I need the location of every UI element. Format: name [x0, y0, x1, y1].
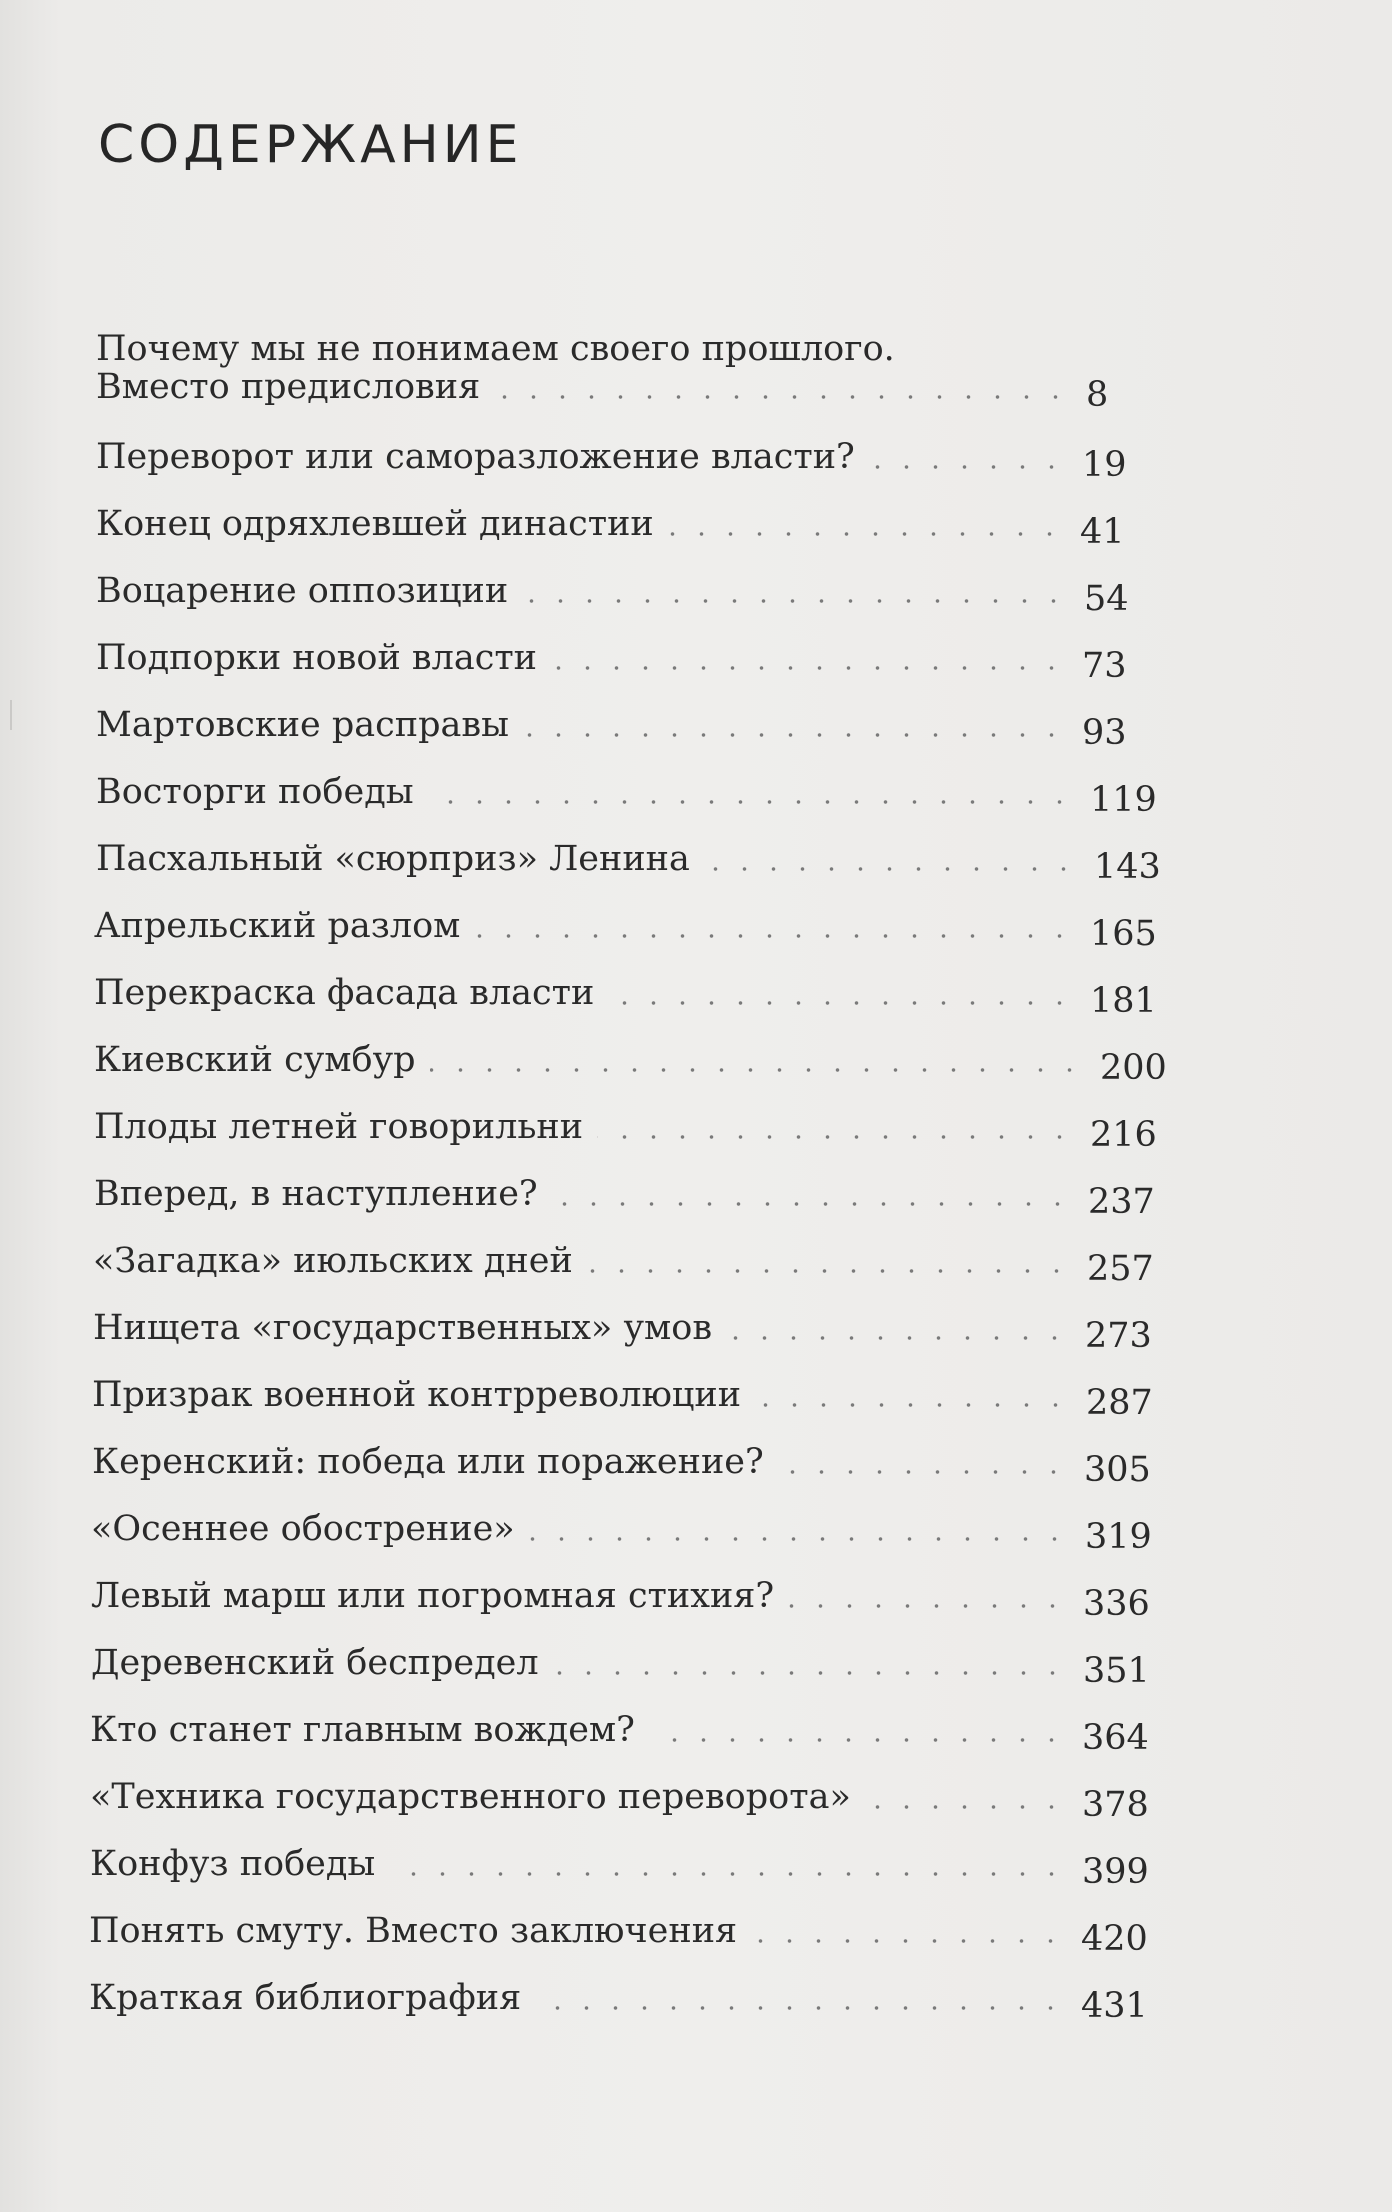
toc-entry-page-number: 93	[1082, 713, 1127, 753]
toc-entry-page-number: 41	[1080, 512, 1125, 552]
toc-entry	[86, 1370, 1196, 1423]
toc-entry-title: Конфуз победы	[90, 1844, 376, 1884]
toc-entry	[88, 1035, 1198, 1088]
toc-entry-page-number: 200	[1100, 1048, 1167, 1088]
toc-entry-title: Переворот или саморазложение власти?	[96, 437, 855, 477]
toc-entry	[86, 1437, 1196, 1490]
toc-entry-page-number: 336	[1083, 1584, 1150, 1624]
page-edge-mark	[10, 700, 12, 730]
dot-leader	[522, 598, 1068, 604]
dot-leader	[704, 866, 1078, 872]
toc-entry-title: Киевский сумбур	[94, 1040, 416, 1080]
toc-entry-page-number: 8	[1086, 375, 1109, 415]
dot-leader	[587, 1268, 1071, 1274]
toc-entry-title: Воцарение оппозиции	[96, 571, 509, 611]
toc-entry	[90, 767, 1200, 820]
toc-entry-title: Конец одряхлевшей династии	[96, 504, 654, 544]
toc-entry	[88, 901, 1198, 954]
dot-leader	[755, 1402, 1070, 1408]
toc-entry-page-number: 237	[1088, 1182, 1155, 1222]
toc-entry-page-number: 216	[1090, 1115, 1157, 1155]
toc-entry-title: Подпорки новой власти	[96, 638, 538, 678]
dot-leader	[608, 1000, 1074, 1006]
toc-entry	[88, 1169, 1198, 1222]
toc-entry-page-number: 287	[1086, 1383, 1153, 1423]
dot-leader	[553, 1670, 1067, 1676]
dot-leader	[668, 531, 1064, 537]
toc-entry-page-number: 165	[1090, 914, 1157, 954]
toc-entry-page-number: 431	[1081, 1986, 1148, 2026]
dot-leader	[428, 799, 1074, 805]
dot-leader	[778, 1469, 1068, 1475]
toc-entry	[90, 329, 1200, 415]
toc-entry	[83, 1973, 1193, 2026]
toc-entry-page-number: 364	[1082, 1718, 1149, 1758]
toc-entry	[84, 1705, 1194, 1758]
dot-leader	[523, 732, 1066, 738]
dot-leader	[389, 1871, 1066, 1877]
toc-entry-page-number: 420	[1081, 1919, 1148, 1959]
toc-entry-title: Перекраска фасада власти	[94, 973, 595, 1013]
toc-entry-title: Деревенский беспредел	[91, 1643, 539, 1683]
toc-entry	[84, 1772, 1194, 1825]
toc-entry-title: Левый марш или погромная стихия?	[91, 1576, 775, 1616]
toc-entry	[87, 1303, 1197, 1356]
dot-leader	[869, 464, 1066, 470]
dot-leader	[529, 1536, 1069, 1542]
page-title: СОДЕРЖАНИЕ	[98, 115, 523, 175]
toc-entry-title: «Техника государственного переворота»	[90, 1777, 851, 1817]
toc-entry-page-number: 54	[1084, 579, 1129, 619]
toc-entry-title: «Осеннее обострение»	[91, 1509, 515, 1549]
toc-entry	[87, 1236, 1197, 1289]
toc-entry	[90, 633, 1200, 686]
dot-leader	[494, 394, 1070, 400]
toc-entry-page-number: 319	[1085, 1517, 1152, 1557]
toc-entry-title: Вместо предисловия	[96, 367, 481, 407]
toc-entry-title: Восторги победы	[96, 772, 414, 812]
dot-leader	[430, 1067, 1084, 1073]
toc-entry	[84, 1839, 1194, 1892]
toc-entry-page-number: 181	[1090, 981, 1157, 1021]
toc-entry	[85, 1571, 1195, 1624]
toc-entry	[85, 1504, 1195, 1557]
dot-leader	[726, 1335, 1069, 1341]
toc-entry	[90, 834, 1200, 887]
toc-entry-page-number: 378	[1082, 1785, 1149, 1825]
toc-entry	[90, 432, 1200, 485]
toc-entry-title: Понять смуту. Вместо заключения	[89, 1911, 738, 1951]
toc-entry-title: Призрак военной контрреволюции	[92, 1375, 742, 1415]
dot-leader	[788, 1603, 1067, 1609]
toc-entry-title: Мартовские расправы	[96, 705, 509, 745]
toc-entry	[90, 700, 1200, 753]
toc-entry-title: «Загадка» июльских дней	[93, 1241, 573, 1281]
toc-entry-title: Краткая библиография	[89, 1978, 522, 2018]
toc-entry-title: Плоды летней говорильни	[94, 1107, 584, 1147]
dot-leader	[552, 1201, 1072, 1207]
toc-entry	[90, 499, 1200, 552]
toc-entry-title: Кто станет главным вождем?	[90, 1710, 635, 1750]
toc-entry-page-number: 257	[1087, 1249, 1154, 1289]
toc-entry-title: Керенский: победа или поражение?	[92, 1442, 764, 1482]
dot-leader	[551, 665, 1066, 671]
toc-entry-title-line1: Почему мы не понимаем своего прошлого.	[96, 329, 895, 369]
toc-entry-title: Вперед, в наступление?	[94, 1174, 538, 1214]
toc-entry-page-number: 273	[1085, 1316, 1152, 1356]
dot-leader	[649, 1737, 1066, 1743]
toc-entry	[88, 1102, 1198, 1155]
toc-entry	[83, 1906, 1193, 1959]
toc-entry-title: Апрельский разлом	[94, 906, 461, 946]
toc-entry	[90, 566, 1200, 619]
toc-entry-page-number: 305	[1084, 1450, 1151, 1490]
toc-entry-page-number: 351	[1083, 1651, 1150, 1691]
dot-leader	[597, 1134, 1074, 1140]
toc-entry-page-number: 399	[1082, 1852, 1149, 1892]
dot-leader	[865, 1804, 1066, 1810]
dot-leader	[751, 1938, 1065, 1944]
toc-entry-page-number: 143	[1094, 847, 1161, 887]
toc-entry-title: Пасхальный «сюрприз» Ленина	[96, 839, 690, 879]
dot-leader	[474, 933, 1074, 939]
toc-entry-page-number: 73	[1082, 646, 1127, 686]
dot-leader	[535, 2005, 1065, 2011]
toc-entry-page-number: 19	[1082, 445, 1127, 485]
toc-entry	[88, 968, 1198, 1021]
toc-entry	[85, 1638, 1195, 1691]
toc-entry-page-number: 119	[1090, 780, 1157, 820]
toc-entry-title: Нищета «государственных» умов	[93, 1308, 713, 1348]
